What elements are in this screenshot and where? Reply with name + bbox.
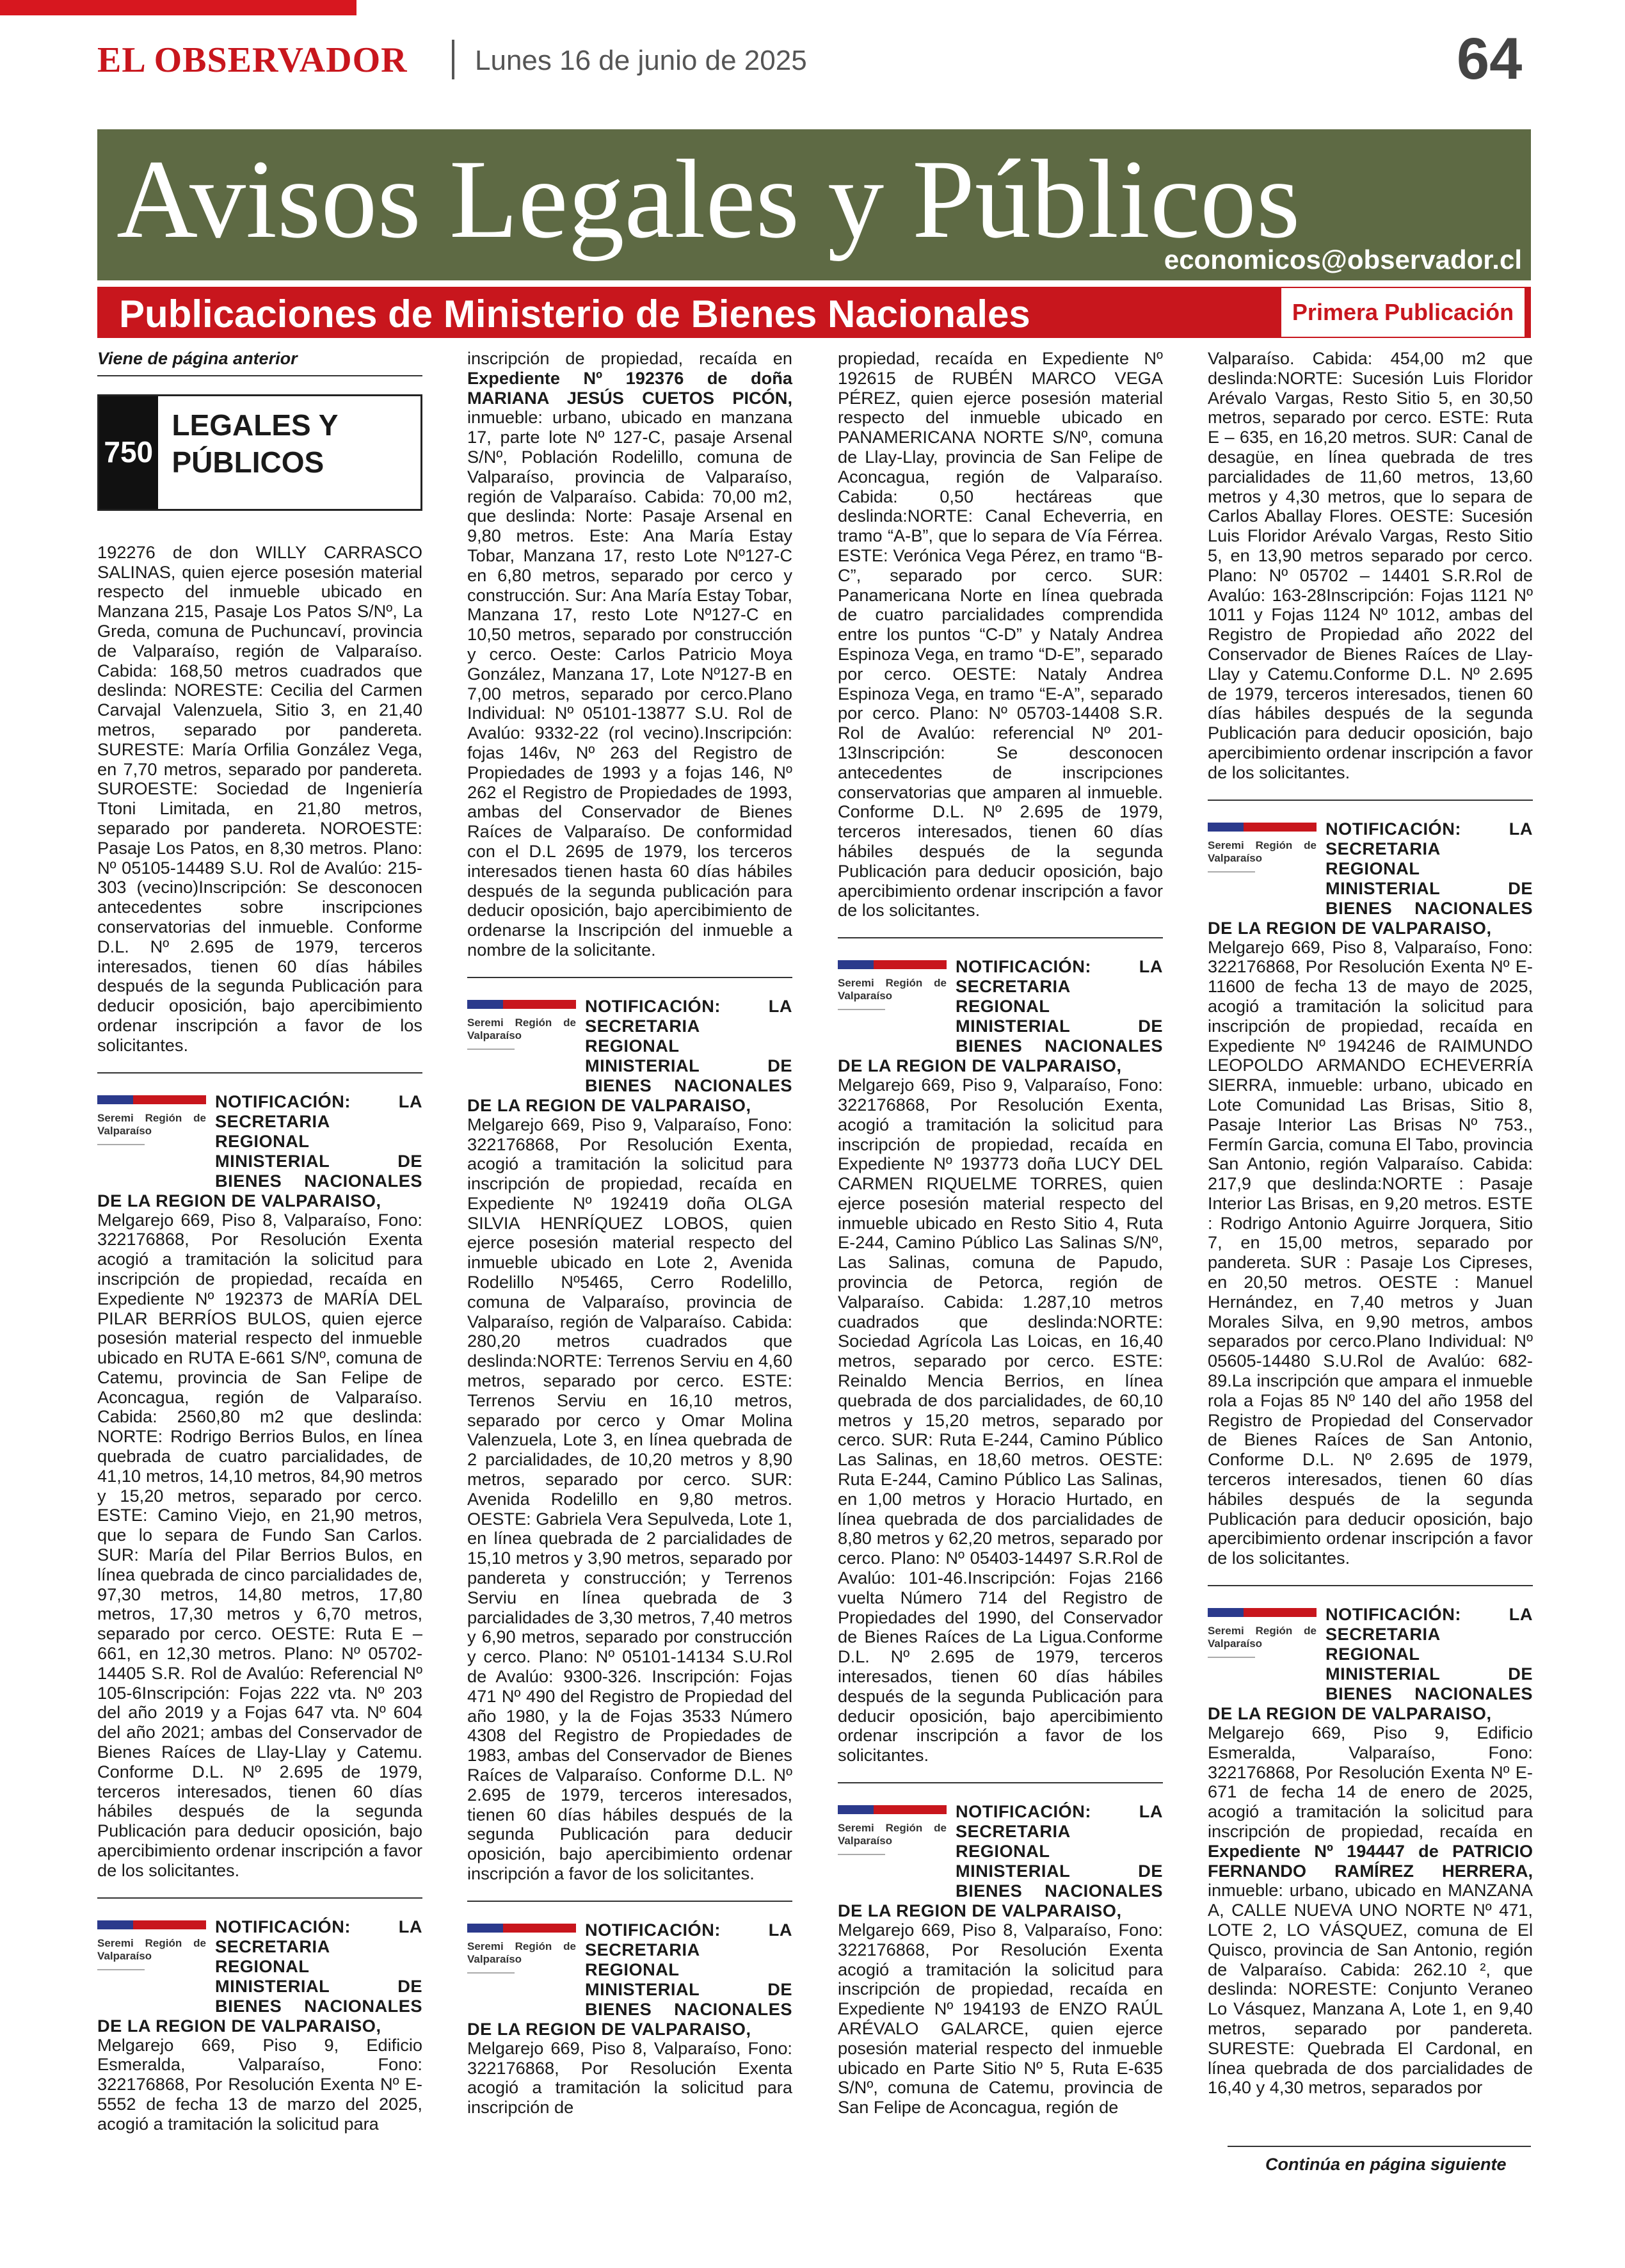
column-2 <box>467 349 792 2129</box>
notice <box>97 1091 422 1881</box>
column-1 <box>97 349 422 2146</box>
section-number: 750 <box>99 396 158 509</box>
notice-title: NOTIFICACIÓN: LA SECRETARIA REGIONAL MINISTERIAL DE BIENES NACIONALES DE LA REGION DE VALPARAISO, <box>1208 1604 1533 1724</box>
subheading-bar <box>97 287 1531 338</box>
section-box-title: LEGALES Y PÚBLICOS <box>172 408 338 479</box>
divider <box>467 977 792 978</box>
seremi-logo-icon: Seremi Región de Valparaíso <box>838 1805 947 1882</box>
seremi-logo-icon: Seremi Región de Valparaíso <box>467 1924 576 2000</box>
notice-text: inscripción de propiedad, recaída en Expediente Nº 192376 de doña MARIANA JESÚS CUETOS PICÓN, inmueble: urbano, ubicado en manzana 17, parte lote Nº 127-C, pasaje Arsenal S/Nº, Población Rodelillo, comuna de Valparaíso, provincia de Valparaíso, región de Valparaíso. Cabida: 70,00 m2, que deslinda: Norte: Pasaje Arsenal en 9,80 metros. Este: Ana María Estay Tobar, Manzana 17, resto Lote Nº127-C en 6,80 metros, separado por cerco y construcción. Sur: Ana María Estay Tobar, Manzana 17, resto Lote Nº127-C en 10,50 metros, separado por construcción y cerco. Oeste: Carlos Patricio Moya González, Manzana 17, Lote Nº127-B en 7,00 metros, separado por cerco.Plano Individual: Nº 05101-13877 S.U. Rol de Avalúo: 9332-22 (rol vecino).Inscripción: fojas 146v, Nº 263 del Registro de Propiedades de 1993 y a fojas 146, Nº 262 el Registro de Propiedades de 1993, ambas del Conservador de Bienes Raíces de Valparaíso. De conformidad con el D.L 2695 de 1979, los terceros interesados tienen hasta 60 días hábiles después de la segunda publicación para deducir oposición, bajo apercibimiento de ordenarse la Inscripción del inmueble a nombre de la solicitante. <box>467 348 792 960</box>
notice <box>467 996 792 1884</box>
masthead[interactable]: EL OBSERVADOR <box>97 40 408 80</box>
notice-title: NOTIFICACIÓN: LA SECRETARIA REGIONAL MINISTERIAL DE BIENES NACIONALES DE LA REGION DE VALPARAISO, <box>838 956 1163 1076</box>
divider <box>467 1901 792 1902</box>
section-banner <box>97 129 1531 280</box>
page-number: 64 <box>1457 26 1523 92</box>
contact-email[interactable]: economicos@observador.cl <box>1164 245 1522 275</box>
divider <box>97 1072 422 1074</box>
notice-title: NOTIFICACIÓN: LA SECRETARIA REGIONAL MINISTERIAL DE BIENES NACIONALES DE LA REGION DE VALPARAISO, <box>467 995 792 1115</box>
notice-body: Melgarejo 669, Piso 8, Valparaíso, Fono: 322176868, Por Resolución Exenta acogió a tramitación la solicitud para inscripción de <box>467 2038 792 2118</box>
divider <box>1228 2146 1531 2147</box>
divider <box>838 937 1163 938</box>
notice-body: Melgarejo 669, Piso 9, Edificio Esmeralda, Valparaíso, Fono: 322176868, Por Resolución Exenta Nº E-671 de fecha 14 de enero de 2025, acogió a tramitación la solicitud para inscripción de propiedad, recaída en Expediente Nº 194447 de PATRICIO FERNANDO RAMÍREZ HERRERA, inmueble: urbano, ubicado en MANZANA A, CALLE NUEVA UNO NORTE Nº 471, LOTE 2, LO VÁSQUEZ, comuna de El Quisco, provincia de San Antonio, región de Valparaíso. Cabida: 262.10 ², que deslinda: NORESTE: Conjunto Veraneo Lo Vásquez, Manzana A, Lote 1, en 9,40 metros, separado por pandereta. SURESTE: Quebrada El Cardonal, en línea quebrada de dos parcialidades de 16,40 y 4,30 metros, separados por <box>1208 1723 1533 2098</box>
notice-text: propiedad, recaída en Expediente Nº 192615 de RUBÉN MARCO VEGA PÉREZ, quien ejerce posesión material respecto del inmueble ubicado en PANAMERICANA NORTE S/Nº, comuna de Llay-Llay, provincia de San Felipe de Aconcagua, región de Valparaíso. Cabida: 0,50 hectáreas que deslinda:NORTE: Canal Echeverria, en tramo “A-B”, que lo separa de Vía Férrea. ESTE: Verónica Vega Pérez, en tramo “B-C”, separado por cerco. SUR: Panamericana Norte en línea quebrada de cuatro parcialidades comprendida entre los puntos “C-D” y Nataly Andrea Espinoza Vega, en tramo “D-E”, separado por cerco. OESTE: Nataly Andrea Espinoza Vega, en tramo “E-A”, separado por cerco. Plano: Nº 05703-14408 S.R. Rol de Avalúo: referencial Nº 201-13Inscripción: Se desconocen antecedentes de inscripciones conservatorias que amparen al inmueble. Conforme D.L. Nº 2.695 de 1979, terceros interesados, tienen 60 días hábiles después de la segunda Publicación para deducir oposición, bajo apercibimiento ordenar inscripción a favor de los solicitantes. <box>838 348 1163 921</box>
column-3 <box>838 349 1163 2129</box>
issue-date: Lunes 16 de junio de 2025 <box>475 45 807 76</box>
viene-label: Viene de página anterior <box>97 349 298 368</box>
seremi-logo-icon: Seremi Región de Valparaíso <box>97 1920 206 1997</box>
seremi-logo-icon: Seremi Región de Valparaíso <box>838 960 947 1037</box>
divider <box>838 1782 1163 1783</box>
column-4 <box>1208 349 1533 2109</box>
divider <box>97 1897 422 1899</box>
notice-body: Melgarejo 669, Piso 9, Valparaíso, Fono: 322176868, Por Resolución Exenta, acogió a tramitación la solicitud para inscripción de propiedad, recaída en Expediente Nº 193773 doña LUCY DEL CARMEN RIQUELME TORRES, quien ejerce posesión material respecto del inmueble ubicado en Resto Sitio 4, Ruta E-244, Camino Público Las Salinas S/Nº, Las Salinas, comuna de Papudo, provincia de Petorca, región de Valparaíso. Cabida: 1.287,10 metros cuadrados que deslinda:NORTE: Sociedad Agrícola Las Loicas, en 16,40 metros, separado por cerco. ESTE: Reinaldo Mencia Berrios, en línea quebrada de dos parcialidades, de 60,10 metros y 15,20 metros, separado por cerco. SUR: Ruta E-244, Camino Público Las Salinas, en 18,60 metros. OESTE: Ruta E-244, Camino Público Las Salinas, en 1,00 metros y Horacio Hurtado, en línea quebrada de dos parcialidades de 8,80 metros y 62,20 metros, separado por cerco. Plano: Nº 05403-14497 S.R.Rol de Avalúo: 101-46.Inscripción: Fojas 2166 vuelta Número 714 del Registro de Propiedades del 1990, del Conservador de Bienes Raíces de La Ligua.Conforme D.L. Nº 2.695 de 1979, terceros interesados, tienen 60 días hábiles después de la segunda Publicación para deducir oposición, bajo apercibimiento ordenar inscripción a favor de los solicitantes. <box>838 1075 1163 1765</box>
section-box <box>97 394 422 511</box>
notice <box>1208 819 1533 1569</box>
notice <box>838 956 1163 1765</box>
notice-text: 192276 de don WILLY CARRASCO SALINAS, quien ejerce posesión material respecto del inmueble ubicado en Manzana 215, Pasaje Los Patos S/Nº, La Greda, comuna de Puchuncaví, provincia de Valparaíso, región de Valparaíso. Cabida: 168,50 metros cuadrados que deslinda: NORESTE: Cecilia del Carmen Carvajal Valenzuela, Sitio 3, en 21,40 metros, separado por pandereta. SURESTE: María Orfilia González Vega, en 7,70 metros, separado por pandereta. SUROESTE: Sociedad de Ingeniería Ttoni Limitada, en 21,80 metros, separado por pandereta. NOROESTE: Pasaje Los Patos, en 8,30 metros. Plano: Nº 05105-14489 S.U. Rol de Avalúo: 215-303 (vecino)Inscripción: Se desconocen antecedentes sobre inscripciones conservatorias del inmueble. Conforme D.L. Nº 2.695 de 1979, terceros interesados, tienen 60 días hábiles después de la segunda Publicación para deducir oposición, bajo apercibimiento ordenar inscripción a favor de los solicitantes. <box>97 542 422 1055</box>
notice <box>1208 1604 1533 2098</box>
notice-body: Melgarejo 669, Piso 8, Valparaíso, Fono: 322176868, Por Resolución Exenta acogió a tramitación la solicitud para inscripción de propiedad, recaída en Expediente Nº 194193 de ENZO RAÚL ARÉVALO GALARCE, quien ejerce posesión material respecto del inmueble ubicado en Parte Sitio Nº 5, Ruta E-635 S/Nº, comuna de Catemu, provincia de San Felipe de Aconcagua, región de <box>838 1920 1163 2118</box>
top-accent-bar <box>0 0 356 15</box>
notice-title: NOTIFICACIÓN: LA SECRETARIA REGIONAL MINISTERIAL DE BIENES NACIONALES DE LA REGION DE VALPARAISO, <box>838 1801 1163 1920</box>
notice <box>467 1920 792 2118</box>
notice-body: Melgarejo 669, Piso 8, Valparaíso, Fono: 322176868, Por Resolución Exenta acogió a tramitación la solicitud para inscripción de propiedad, recaída en Expediente Nº 192373 de MARÍA DEL PILAR BERRÍOS BULOS, quien ejerce posesión material respecto del inmueble ubicado en RUTA E-661 S/Nº, comuna de Catemu, provincia de San Felipe de Aconcagua, región de Valparaíso. Cabida: 2560,80 m2 que deslinda: NORTE: Rodrigo Berrios Bulos, en línea quebrada de cuatro parcialidades, de 41,10 metros, 14,10 metros, 84,90 metros y 15,20 metros, separado por cerco. ESTE: Camino Viejo, en 21,90 metros, que lo separa de Fundo San Carlos. SUR: María del Pilar Berrios Bulos, en línea quebrada de cinco parcialidades de, 97,30 metros, 14,80 metros, 17,80 metros, 17,30 metros y 6,70 metros, separado por cerco. OESTE: Ruta E – 661, en 12,30 metros. Plano: Nº 05702-14405 S.R. Rol de Avalúo: Referencial Nº 105-6Inscripción: Fojas 222 vta. Nº 203 del año 2019 y a Fojas 647 vta. Nº 604 del año 2021; ambas del Conservador de Bienes Raíces de Llay-Llay y Catemu. Conforme D.L. Nº 2.695 de 1979, terceros interesados, tienen 60 días hábiles después de la segunda Publicación para deducir oposición, bajo apercibimiento ordenar inscripción a favor de los solicitantes. <box>97 1209 422 1880</box>
divider <box>97 375 422 376</box>
notice <box>97 1917 422 2134</box>
masthead-separator <box>452 40 454 79</box>
divider <box>1208 1585 1533 1586</box>
notice-body: Melgarejo 669, Piso 9, Valparaíso, Fono: 322176868, Por Resolución Exenta, acogió a tramitación la solicitud para inscripción de propiedad, recaída en Expediente Nº 192419 doña OLGA SILVIA HENRÍQUEZ LOBOS, quien ejerce posesión material respecto del inmueble ubicado en Lote 2, Avenida Rodelillo Nº5465, Cerro Rodelillo, comuna de Valparaíso, provincia de Valparaíso, región de Valparaíso. Cabida: 280,20 metros cuadrados que deslinda:NORTE: Terrenos Serviu en 4,60 metros, separado por cerco. ESTE: Terrenos Serviu en 16,10 metros, separado por cerco y Omar Molina Valenzuela, Lote 3, en línea quebrada de 2 parcialidades, de 10,20 metros y 8,90 metros, separado por cerco. SUR: Avenida Rodelillo en 9,80 metros. OESTE: Gabriela Vera Sepulveda, Lote 1, en línea quebrada de 2 parcialidades de 15,10 metros y 3,90 metros, separado por pandereta y construcción; y Terrenos Serviu en línea quebrada de 3 parcialidades de 3,30 metros, 7,40 metros y 6,90 metros, separado por construcción y cerco. Plano: Nº 05101-14134 S.U.Rol de Avalúo: 9300-326. Inscripción: Fojas 471 Nº 490 del Registro de Propiedad del año 1980, y la de Fojas 3533 Número 4308 del Registro de Propiedades de 1983, ambas del Conservador de Bienes Raíces de Valparaíso. Conforme D.L. Nº 2.695 de 1979, terceros interesados, tienen 60 días hábiles después de la segunda Publicación para deducir oposición, bajo apercibimiento ordenar inscripción a favor de los solicitantes. <box>467 1114 792 1883</box>
subheading: Publicaciones de Ministerio de Bienes Nacionales <box>119 293 1030 335</box>
seremi-logo-icon: Seremi Región de Valparaíso <box>467 1000 576 1077</box>
notice-body: Melgarejo 669, Piso 8, Valparaíso, Fono: 322176868, Por Resolución Exenta Nº E-11600 de fecha 13 de mayo de 2025, acogió a tramitación la solicitud para inscripción de propiedad, recaída en Expediente Nº 194246 de RAIMUNDO LEOPOLDO ARMANDO ECHEVERRÍA SIERRA, inmueble: urbano, ubicado en Lote Comunidad Las Brisas, Sitio 8, Pasaje Interior Las Brisas Nº 753., Fermín Garcia, comuna El Tabo, provincia San Antonio, región Valparaíso. Cabida: 217,9 que deslinda:NORTE : Pasaje Interior Las Brisas, en 9,20 metros. ESTE : Rodrigo Antonio Aguirre Jorquera, Sitio 7, en 15,00 metros, separado por pandereta. SUR : Pasaje Los Cipreses, en 20,50 metros. OESTE : Manuel Hernández, en 7,40 metros y Juan Morales Silva, en 9,90 metros, ambos separados por cerco.Plano Individual: Nº 05605-14480 S.U.Rol de Avalúo: 682-89.La inscripción que ampara el inmueble rola a Fojas 85 Nº 140 del año 1958 del Registro de Propiedad del Conservador de Bienes Raíces de San Antonio, Conforme D.L. Nº 2.695 de 1979, terceros interesados, tienen 60 días hábiles después de la segunda Publicación para deducir oposición, bajo apercibimiento ordenar inscripción a favor de los solicitantes. <box>1208 937 1533 1568</box>
section-title: Avisos Legales y Públicos <box>116 137 1301 262</box>
seremi-logo-icon: Seremi Región de Valparaíso <box>1208 823 1317 899</box>
continua-label[interactable]: Continúa en página siguiente <box>1265 2155 1507 2174</box>
notice-title: NOTIFICACIÓN: LA SECRETARIA REGIONAL MINISTERIAL DE BIENES NACIONALES DE LA REGION DE VALPARAISO, <box>97 1091 422 1210</box>
notice-text: Valparaíso. Cabida: 454,00 m2 que deslinda:NORTE: Sucesión Luis Floridor Arévalo Vargas, Resto Sitio 5, en 30,50 metros, separado por cerco. ESTE: Ruta E – 635, en 16,20 metros. SUR: Canal de desagüe, en línea quebrada de tres parcialidades de 11,60 metros, 13,60 metros y 4,30 metros, que lo separa de Carlos Aballay Flores. OESTE: Sucesión Luis Floridor Arévalo Vargas, Resto Sitio 5, en 13,90 metros separado por cerco. Plano: Nº 05702 – 14401 S.R.Rol de Avalúo: 163-28Inscripción: Fojas 1121 Nº 1011 y Fojas 1124 Nº 1012, ambas del Registro de Propiedad año 2022 del Conservador de Bienes Raíces de Llay-Llay y Catemu.Conforme D.L. Nº 2.695 de 1979, terceros interesados, tienen 60 días hábiles después de la segunda Publicación para deducir oposición, bajo apercibimiento ordenar inscripción a favor de los solicitantes. <box>1208 348 1533 782</box>
notice <box>838 1801 1163 2118</box>
notice-title: NOTIFICACIÓN: LA SECRETARIA REGIONAL MINISTERIAL DE BIENES NACIONALES DE LA REGION DE VALPARAISO, <box>97 1916 422 2036</box>
notice-title: NOTIFICACIÓN: LA SECRETARIA REGIONAL MINISTERIAL DE BIENES NACIONALES DE LA REGION DE VALPARAISO, <box>1208 818 1533 938</box>
divider <box>1208 800 1533 801</box>
notice-title: NOTIFICACIÓN: LA SECRETARIA REGIONAL MINISTERIAL DE BIENES NACIONALES DE LA REGION DE VALPARAISO, <box>467 1919 792 2039</box>
seremi-logo-icon: Seremi Región de Valparaíso <box>97 1095 206 1172</box>
edition-label: Primera Publicación <box>1281 288 1525 337</box>
seremi-logo-icon: Seremi Región de Valparaíso <box>1208 1608 1317 1685</box>
notice-body: Melgarejo 669, Piso 9, Edificio Esmeralda, Valparaíso, Fono: 322176868, Por Resolución Exenta Nº E-5552 de fecha 13 de marzo del 2025, acogió a tramitación la solicitud para <box>97 2034 422 2134</box>
